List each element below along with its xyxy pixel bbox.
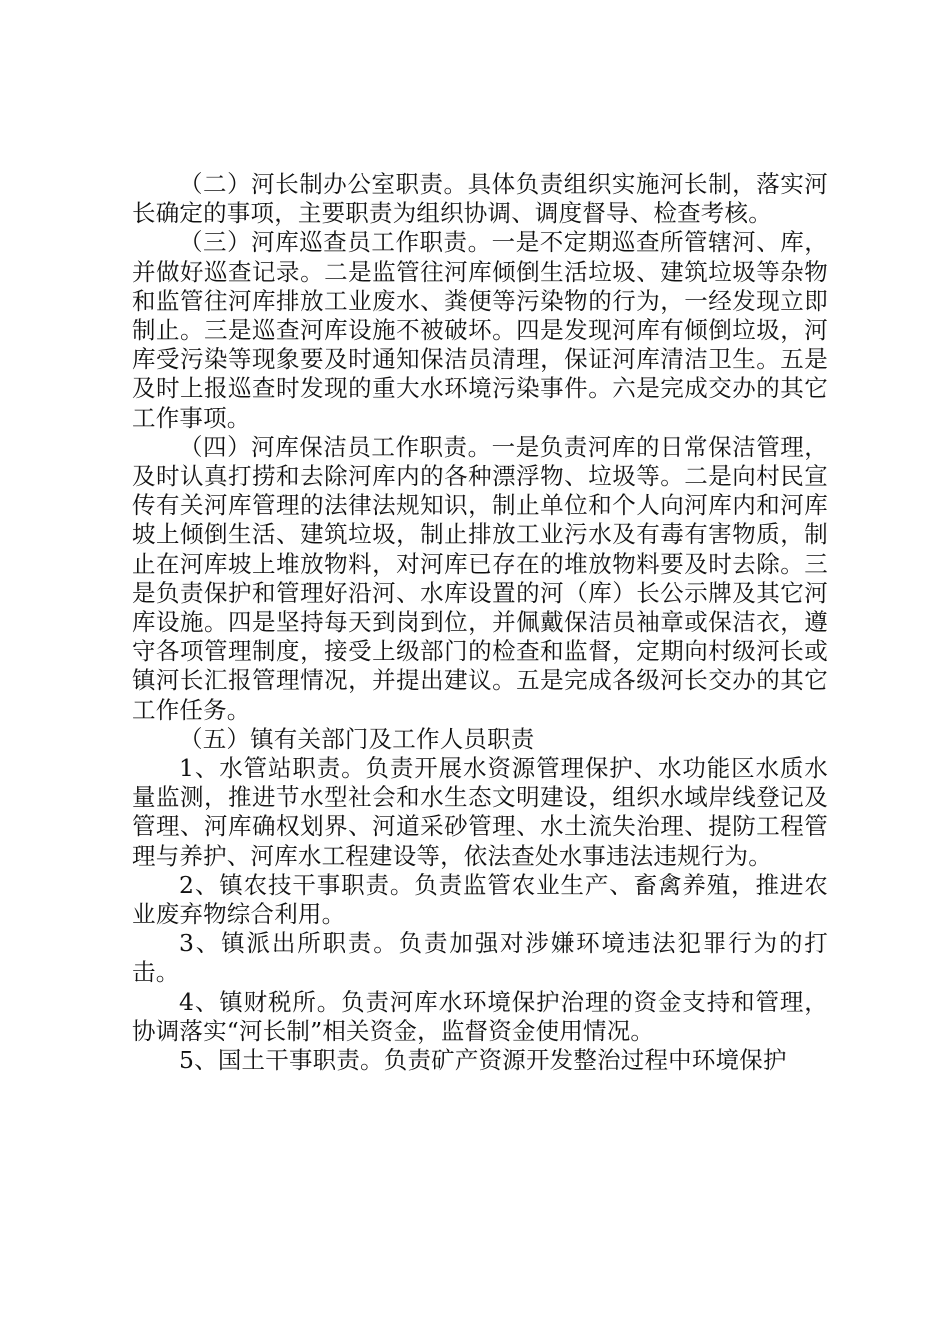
section-heading-departments: （五）镇有关部门及工作人员职责 xyxy=(179,724,535,753)
paragraph-land-officer: 5、国土干事职责。负责矿产资源开发整治过程中环境保护 xyxy=(179,1046,787,1075)
paragraph-water-station: 1、水管站职责。负责开展水资源管理保护、水功能区水质水量监测，推进节水型社会和水生态文明建设，组织水域岸线登记及管理、河库确权划界、河道采砂管理、水土流失治理、提防工程管理与养护、河库水工程建设等，依法查处水事违法违规行为。 xyxy=(132,754,828,870)
document-page xyxy=(132,170,828,1075)
paragraph-police-station: 3、镇派出所职责。负责加强对涉嫌环境违法犯罪行为的打击。 xyxy=(132,929,828,987)
paragraph-agri-officer: 2、镇农技干事职责。负责监管农业生产、畜禽养殖，推进农业废弃物综合利用。 xyxy=(132,870,828,929)
paragraph-finance-office: 4、镇财税所。负责河库水环境保护治理的资金支持和管理，协调落实“河长制”相关资金，监督资金使用情况。 xyxy=(132,987,828,1045)
paragraph-cleaner-duties: （四）河库保洁员工作职责。一是负责河库的日常保洁管理，及时认真打捞和去除河库内的各种漂浮物、垃圾等。二是向村民宣传有关河库管理的法律法规知识，制止单位和个人向河库内和河库坡上倾倒生活、建筑垃圾，制止排放工业污水及有毒有害物质，制止在河库坡上堆放物料，对河库已存在的堆放物料要及时去除。三是负责保护和管理好沿河、水库设置的河（库）长公示牌及其它河库设施。四是坚持每天到岗到位，并佩戴保洁员袖章或保洁衣，遵守各项管理制度，接受上级部门的检查和监督，定期向村级河长或镇河长汇报管理情况，并提出建议。五是完成各级河长交办的其它工作任务。 xyxy=(132,432,828,724)
paragraph-inspector-duties: （三）河库巡查员工作职责。一是不定期巡查所管辖河、库，并做好巡查记录。二是监管往河库倾倒生活垃圾、建筑垃圾等杂物和监管往河库排放工业废水、粪便等污染物的行为，一经发现立即制止。三是巡查河库设施不被破坏。四是发现河库有倾倒垃圾，河库受污染等现象要及时通知保洁员清理，保证河库清洁卫生。五是及时上报巡查时发现的重大水环境污染事件。六是完成交办的其它工作事项。 xyxy=(132,228,828,432)
paragraph-office-duties: （二）河长制办公室职责。具体负责组织实施河长制，落实河长确定的事项，主要职责为组织协调、调度督导、检查考核。 xyxy=(132,170,828,228)
